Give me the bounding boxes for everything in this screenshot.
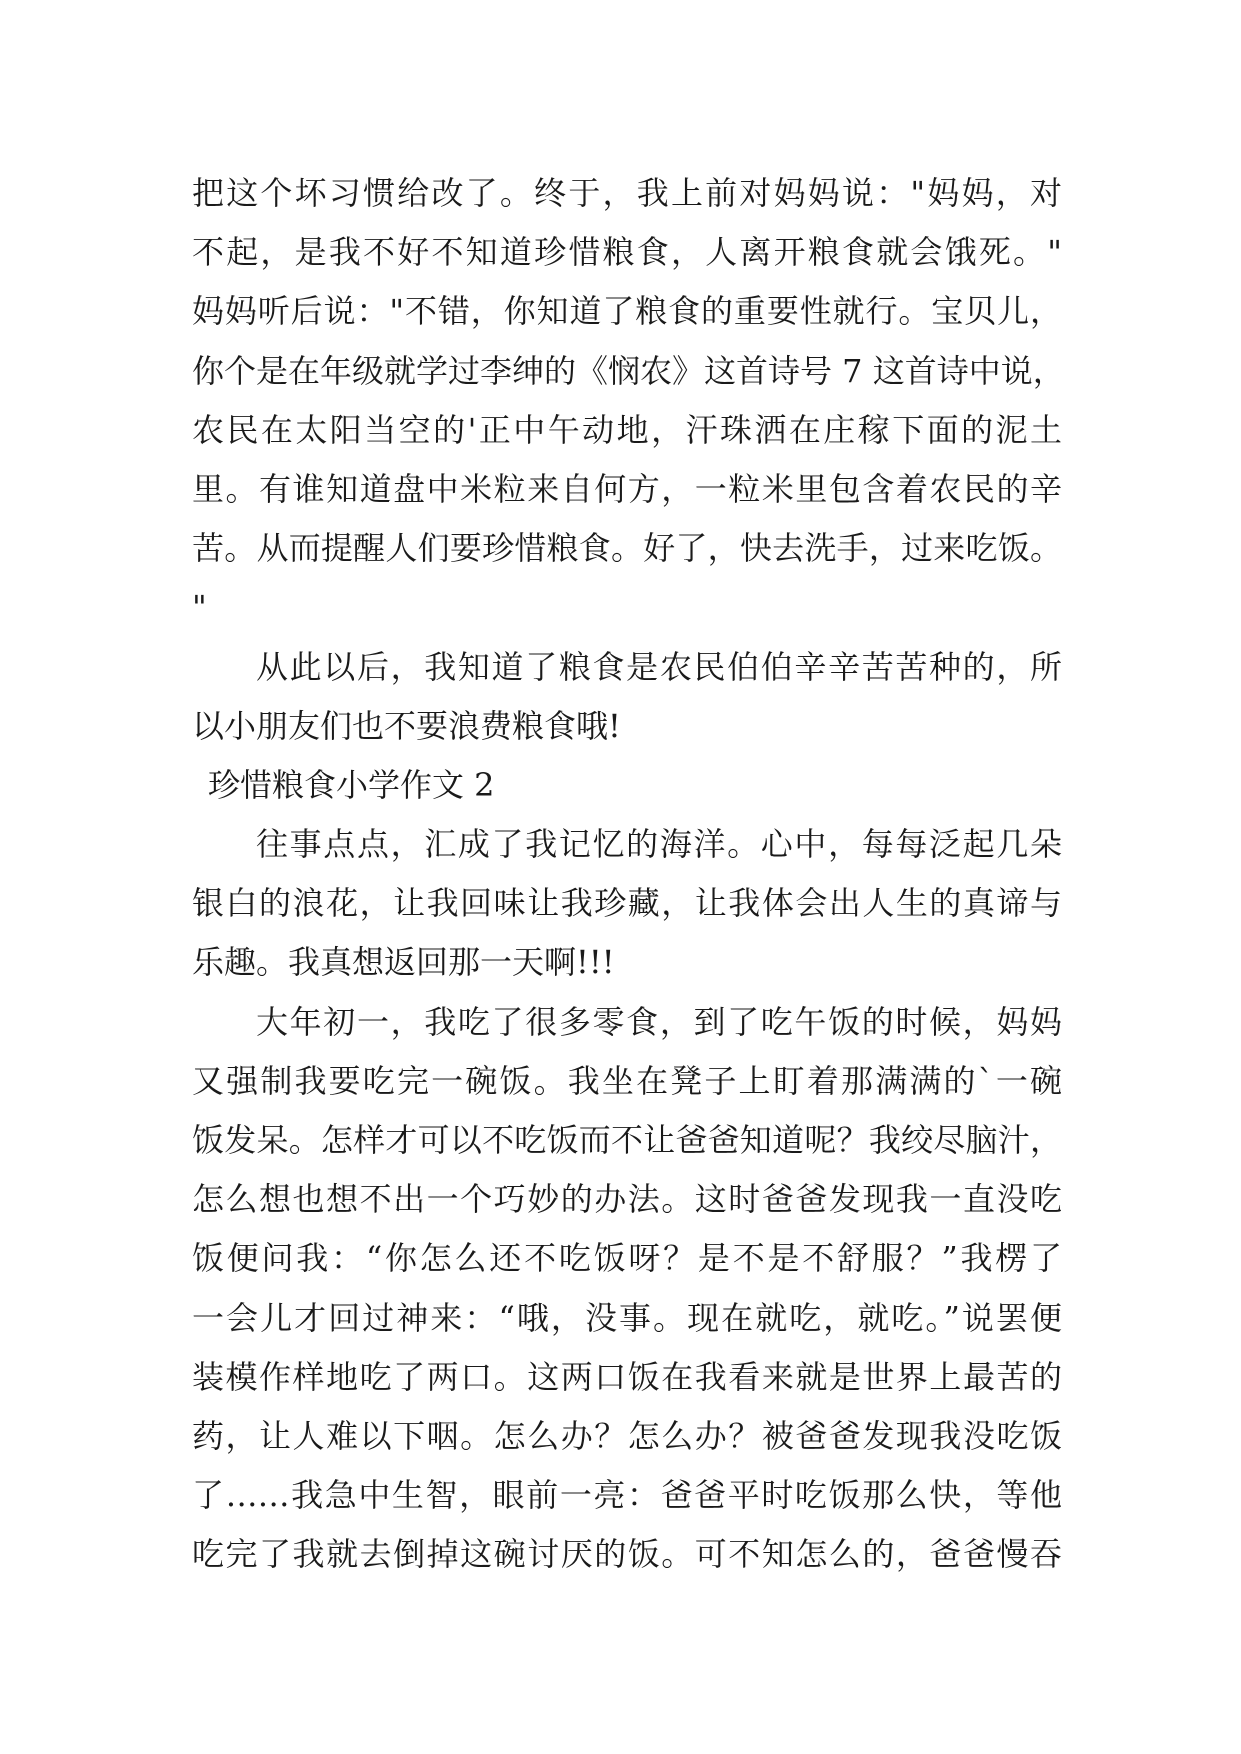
text-line: 苦。从而提醒人们要珍惜粮食。好了，快去洗手，过来吃饭。 <box>192 529 1062 568</box>
text-line: 饭便问我：“你怎么还不吃饭呀？是不是不舒服？”我楞了 <box>192 1239 1062 1278</box>
text-line: " <box>192 588 207 627</box>
text-line: 你个是在年级就学过李绅的《悯农》这首诗号 7 这首诗中说， <box>192 351 1065 390</box>
document-body <box>192 164 1065 1585</box>
text-line: 药，让人难以下咽。怎么办？怎么办？被爸爸发现我没吃饭 <box>192 1416 1062 1455</box>
text-line: 银白的浪花，让我回味让我珍藏，让我体会出人生的真谛与 <box>192 884 1062 923</box>
text-line: 吃完了我就去倒掉这碗讨厌的饭。可不知怎么的，爸爸慢吞 <box>192 1535 1062 1574</box>
text-line: 农民在太阳当空的'正中午动地，汗珠洒在庄稼下面的泥土 <box>192 410 1062 449</box>
text-line: 乐趣。我真想返回那一天啊!!! <box>192 943 615 982</box>
text-line: 一会儿才回过神来：“哦，没事。现在就吃，就吃。”说罢便 <box>192 1298 1062 1337</box>
paragraph-start-line: 往事点点，汇成了我记忆的海洋。心中，每每泛起几朵 <box>256 825 1062 864</box>
paragraph-start-line: 从此以后，我知道了粮食是农民伯伯辛辛苦苦种的，所 <box>256 647 1062 686</box>
text-line: 不起，是我不好不知道珍惜粮食，人离开粮食就会饿死。" <box>192 233 1062 272</box>
text-line: 了……我急中生智，眼前一亮：爸爸平时吃饭那么快，等他 <box>192 1476 1062 1515</box>
text-line: 里。有谁知道盘中米粒来自何方，一粒米里包含着农民的辛 <box>192 469 1062 508</box>
text-line: 妈妈听后说："不错，你知道了粮食的重要性就行。宝贝儿， <box>192 292 1062 331</box>
text-line: 把这个坏习惯给改了。终于，我上前对妈妈说："妈妈，对 <box>192 174 1062 212</box>
text-line: 以小朋友们也不要浪费粮食哦! <box>192 706 621 745</box>
text-line: 又强制我要吃完一碗饭。我坐在凳子上盯着那满满的`一碗 <box>192 1061 1062 1100</box>
text-line: 饭发呆。怎样才可以不吃饭而不让爸爸知道呢？我绞尽脑汁， <box>192 1121 1062 1159</box>
text-line: 怎么想也想不出一个巧妙的办法。这时爸爸发现我一直没吃 <box>192 1180 1062 1219</box>
text-line: 装模作样地吃了两口。这两口饭在我看来就是世界上最苦的 <box>192 1357 1062 1396</box>
paragraph-start-line: 大年初一，我吃了很多零食，到了吃午饭的时候，妈妈 <box>256 1002 1062 1041</box>
section-heading: 珍惜粮食小学作文 2 <box>208 765 495 804</box>
